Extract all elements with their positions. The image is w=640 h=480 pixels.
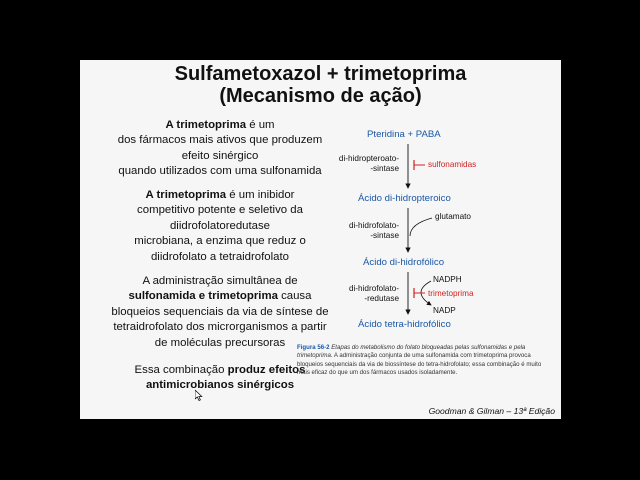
- inhibitor-trimetoprima: trimetoprima: [428, 289, 474, 298]
- pathway-start: Pteridina + PABA: [367, 129, 441, 140]
- p4-bold-2: antimicrobianos sinérgicos: [145, 379, 295, 392]
- p2-text: é um inibidor: [226, 189, 295, 201]
- title-line-2: (Mecanismo de ação): [219, 85, 422, 107]
- cofactor-glutamato: glutamato: [435, 212, 471, 221]
- figure-caption: [297, 344, 553, 377]
- source-credit: Goodman & Gilman – 13ª Edição: [428, 406, 555, 416]
- inhibitor-sulfonamidas: sulfonamidas: [428, 160, 477, 169]
- enzyme-1: [327, 154, 399, 174]
- p3-bold: sulfonamida e trimetoprima: [128, 290, 278, 303]
- enzyme-2-line-2: -sintase: [370, 231, 399, 240]
- p1-line-4: quando utilizados com uma sulfonamida: [118, 165, 322, 178]
- figure-caption-italic: Etapas do metabolismo do folato bloqueadas pelas sulfonamidas e pela trimetoprima.: [297, 344, 526, 360]
- enzyme-3-line-2: -redutase: [364, 294, 399, 303]
- enzyme-1-line-2: -sintase: [370, 164, 399, 173]
- enzyme-2-line-1: di-hidrofolato-: [348, 221, 399, 230]
- glutamate-arrow: [410, 218, 432, 236]
- enzyme-3-line-1: di-hidrofolato-: [348, 284, 399, 293]
- p2-line-4: microbiana, a enzima que reduz o: [134, 235, 306, 248]
- slide: [80, 60, 561, 419]
- p3-line-4: tetraidrofolato dos microrganismos a partir: [113, 321, 327, 334]
- p1-line-3: efeito sinérgico: [181, 149, 259, 162]
- p3-line-5: de moléculas precursoras: [154, 336, 286, 349]
- enzyme-2: [333, 221, 399, 241]
- folate-pathway-diagram: [285, 124, 561, 350]
- p2-line-2: competitivo potente e seletivo da: [137, 204, 303, 217]
- mouse-pointer-icon: [195, 390, 203, 401]
- p1-bold: A trimetoprima: [165, 119, 247, 131]
- p3-line-1: A administração simultânea de: [142, 275, 298, 287]
- product-3: Ácido tetra-hidrofólico: [358, 319, 451, 330]
- title-line-1: Sulfametoxazol + trimetoprima: [174, 63, 467, 85]
- product-2: Ácido di-hidrofólico: [363, 257, 445, 268]
- p2-line-5: diidrofolato a tetraidrofolato: [150, 250, 290, 263]
- p2-bold: A trimetoprima: [145, 189, 227, 201]
- p4-bold-1: produz efeitos: [227, 364, 306, 376]
- cofactor-nadph: NADPH: [433, 275, 462, 284]
- cofactor-nadp: NADP: [433, 306, 456, 315]
- figure-label: Figura 56-2: [297, 344, 330, 351]
- figure-caption-text: A administração conjunta de uma sulfonamida com trimetoprima provoca bloqueios sequenciais da via de biossíntese do tetra-hidrofolato; essa combinação é muito mais eficaz do que um dos fármacos usados isoladamente.: [297, 352, 542, 376]
- enzyme-1-line-1: di-hidropteroato-: [338, 154, 399, 163]
- p2-line-3: diidrofolatoredutase: [169, 219, 271, 232]
- p4-text: Essa combinação: [134, 364, 228, 376]
- p1-line-2: dos fármacos mais ativos que produzem: [117, 134, 323, 147]
- product-1: Ácido di-hidropteroico: [358, 193, 451, 204]
- p1-text: é um: [246, 119, 275, 131]
- slide-title: [80, 63, 561, 107]
- p3-line-3: bloqueios sequenciais da via de síntese de: [111, 305, 329, 318]
- enzyme-3: [333, 284, 399, 304]
- p3-text: causa: [277, 290, 312, 303]
